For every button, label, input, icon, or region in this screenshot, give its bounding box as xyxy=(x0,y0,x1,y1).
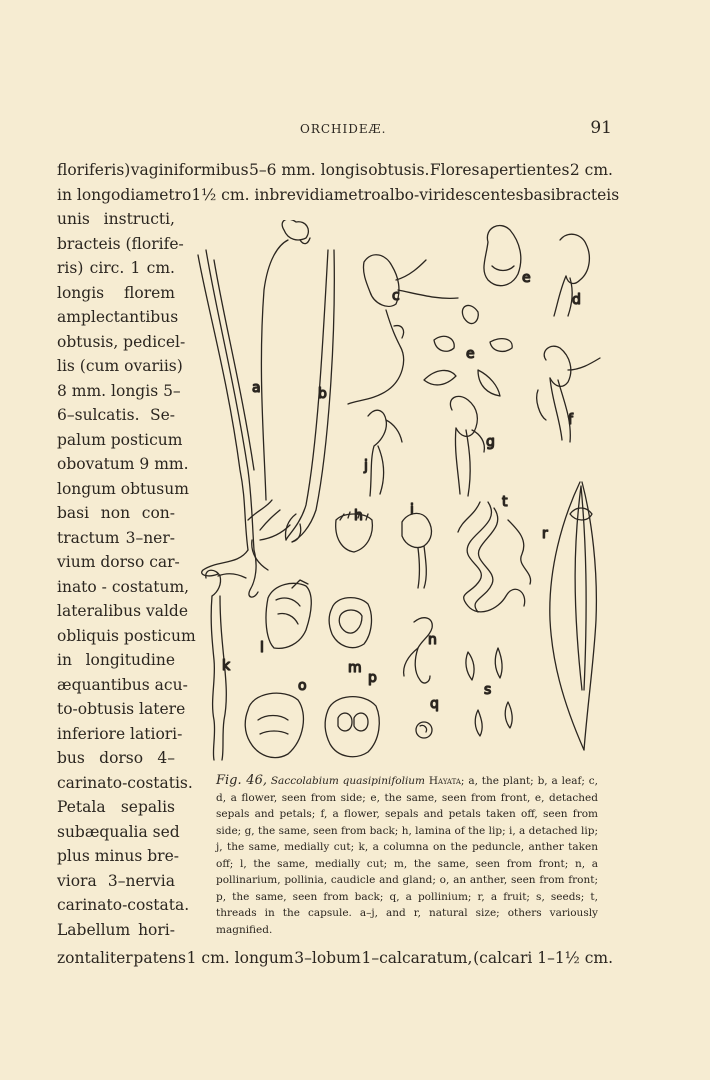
word: bracteis xyxy=(555,186,620,204)
figure-label-g: g xyxy=(486,434,495,450)
capsule-threads-drawing-t xyxy=(458,502,531,612)
column-line: Labellum hori- xyxy=(57,920,175,939)
figure-label-o: o xyxy=(298,678,307,694)
pollinarium-drawing-n xyxy=(404,618,433,683)
column-front-drawing-m xyxy=(329,598,371,648)
side-column-text xyxy=(57,207,196,942)
anther-front-drawing-o xyxy=(245,693,303,757)
column-line: subæqualia sed xyxy=(57,822,180,841)
word: basi xyxy=(523,186,556,204)
figure-label-b: b xyxy=(318,386,327,402)
word: in longo xyxy=(57,186,121,204)
figure-label-d: d xyxy=(572,292,581,308)
column-line: bus dorso 4– xyxy=(57,749,175,767)
figure-label-p: p xyxy=(368,670,377,686)
column-line: carinato-costatis. xyxy=(57,773,193,792)
figure-label-l: l xyxy=(260,640,264,656)
column-line: in longitudine xyxy=(57,651,175,669)
column-line: vium dorso car- xyxy=(57,553,180,571)
caption-text: ; a, the plant; b, a leaf; c, d, a flower, seen from side; e, the same, seen from front, e, detached sepals and petals; f, a flower, sepals and petals taken off, seen from side; g, the same, seen from back; h, lamina of the lip; i, a detached lip; j, the same, medially cut; k, a columna on the peduncle, anther taken off; l, the same, medially cut; m, the same, seen from front; n, a pollinarium, pollinia, caudicle and gland; o, an anther, seen from front; p, the same, seen from back; q, a pollinium; r, a fruit; s, seeds; t, threads in the capsule. a–j, and r, natural size; others variously magnified. xyxy=(216,775,598,936)
figure-label-q: q xyxy=(430,696,439,712)
detached-lip-drawing-i xyxy=(402,513,431,588)
column-line: plus minus bre- xyxy=(57,847,179,865)
lip-cut-drawing-j xyxy=(368,410,402,496)
word: 1–calcaratum, xyxy=(361,949,473,967)
column-line: 6–sulcatis. Se- xyxy=(57,406,175,424)
figure-label-f: f xyxy=(568,412,573,428)
column-line: 8 mm. longis 5– xyxy=(57,381,181,400)
word: diametro xyxy=(309,186,381,204)
column-line: tractum 3–ner- xyxy=(57,528,175,547)
leaf-drawing-b xyxy=(285,250,334,542)
column-line: longum obtusum xyxy=(57,479,189,498)
column-line: obovatum 9 mm. xyxy=(57,455,189,473)
column-line: obtusis, pedicel- xyxy=(57,332,186,351)
column-line: to-obtusis latere xyxy=(57,700,186,718)
figure-caption xyxy=(216,773,598,938)
caption-author: Hayata xyxy=(428,775,461,787)
figure-label-m: m xyxy=(348,660,362,676)
column-line: longis florem xyxy=(57,283,175,302)
word: 1 cm. longum xyxy=(186,949,294,967)
word: Flores xyxy=(429,161,480,179)
text-line-2 xyxy=(57,183,620,207)
word: zontaliter xyxy=(57,949,133,967)
caption-species: Saccolabium quasipinifolium xyxy=(270,775,426,787)
column-line: unis instructi, xyxy=(57,210,175,228)
column-line: bracteis (florife- xyxy=(57,234,184,253)
word: (calcari 1–1½ cm. xyxy=(473,949,613,967)
word: patens xyxy=(133,949,186,967)
column-line: æquantibus acu- xyxy=(57,675,188,694)
word: diametro xyxy=(120,186,192,204)
running-title: ORCHIDEÆ. xyxy=(300,122,387,136)
figure-label-c: c xyxy=(392,288,400,304)
column-line: viora 3–nervia xyxy=(57,871,175,890)
word: 1½ cm. in xyxy=(191,186,270,204)
figure-label-e: e xyxy=(522,270,531,286)
flower-front-drawing-e xyxy=(484,226,521,286)
column-line: basi non con- xyxy=(57,504,175,522)
word: 2 cm. xyxy=(569,161,613,179)
flower-side-drawing-c xyxy=(348,255,458,404)
figure-label-n: n xyxy=(428,632,437,648)
column-line: lis (cum ovariis) xyxy=(57,357,183,375)
column-line: lateralibus valde xyxy=(57,602,189,620)
word: brevi xyxy=(269,186,310,204)
figure-label-j: j xyxy=(364,458,368,474)
figure-label-t: t xyxy=(502,494,508,510)
column-line: Petala sepalis xyxy=(57,798,175,816)
caption-figure-number: Fig. 46, xyxy=(216,773,267,788)
pollinium-drawing-q xyxy=(416,722,432,738)
page-number: 91 xyxy=(590,118,612,138)
text-line-last xyxy=(57,946,613,970)
flower-back-drawing-g xyxy=(450,396,484,496)
column-line: obliquis posticum xyxy=(57,626,196,645)
fruit-drawing-r xyxy=(550,482,597,750)
column-cut-drawing-l xyxy=(266,580,311,648)
word: apertientes xyxy=(479,161,570,179)
anther-back-drawing-p xyxy=(325,697,379,757)
botanical-figure xyxy=(188,220,618,765)
word: vaginiformibus xyxy=(130,161,249,179)
word: albo-viridescentes xyxy=(380,186,524,204)
column-line: palum posticum xyxy=(57,430,183,449)
column-line: amplectantibus xyxy=(57,308,179,326)
column-line: carinato-costata. xyxy=(57,896,190,914)
word: obtusis. xyxy=(368,161,430,179)
figure-label-i: i xyxy=(410,502,414,518)
running-head xyxy=(0,120,710,140)
figure-label-e2: e xyxy=(466,346,475,362)
figure-label-a: a xyxy=(252,380,261,396)
column-line: inferiore latiori- xyxy=(57,724,183,743)
flower-stalk-drawing xyxy=(261,220,310,500)
word: floriferis) xyxy=(57,161,131,179)
figure-label-s: s xyxy=(484,682,492,698)
plant-drawing-a xyxy=(198,250,290,597)
figure-label-r: r xyxy=(542,526,548,542)
column-line: ris) circ. 1 cm. xyxy=(57,259,175,277)
text-line-1 xyxy=(57,158,613,182)
figure-label-k: k xyxy=(222,658,231,674)
word: 3–lobum xyxy=(294,949,361,967)
figure-label-h: h xyxy=(354,508,363,524)
word: 5–6 mm. longis xyxy=(249,161,368,179)
column-line: inato - costatum, xyxy=(57,577,190,596)
